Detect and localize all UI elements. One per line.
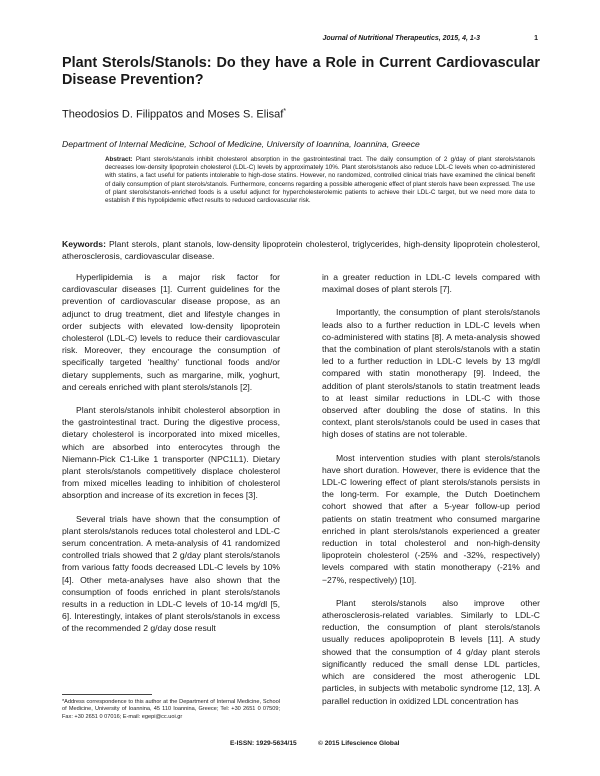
correspondence-footnote: *Address correspondence to this author at the Department of Internal Medicine, School of Medicine, University of Ioannina, 45 110 Ioannina, Greece; Tel: +30 2651 0 07509; Fax: +30 2651 0 07016; E-mail: egepi@cc.uoi.gr xyxy=(62,699,280,720)
keywords-label: Keywords: xyxy=(62,239,106,249)
page-number: 1 xyxy=(534,35,538,42)
issn: E-ISSN: 1929-5634/15 xyxy=(230,740,297,747)
paragraph: Several trials have shown that the consumption of plant sterols/stanols reduces total cholesterol and LDL-C serum concentration. A meta-analysis of 41 randomized controlled trials showed that 2 g/day plant sterols/stanols from various fatty foods decreased LDL-C levels by 10% [4]. Other meta-analyses have also shown that the consumption of foods enriched in plant sterols/stanols results in a reduction in LDL-C levels of 10-14 mg/dl [5, 6]. Interestingly, intakes of plant sterols/stanols in excess of the recommended 2 g/day dose result xyxy=(62,513,280,634)
paragraph: Plant sterols/stanols also improve other atherosclerosis-related variables. Similarly to LDL-C reduction, the consumption of plant sterols/stanols usually reduces apolipoprotein B levels [11]. A study showed that the consumption of 4 g/day plant sterols significantly reduced the small dense LDL particles, which are considered the most atherogenic LDL particles, in subjects with metabolic syndrome [12, 13]. A parallel reduction in oxidized LDL concentration has xyxy=(322,597,540,706)
abstract-label: Abstract: xyxy=(105,156,133,163)
keywords-text: Plant sterols, plant stanols, low-density lipoprotein cholesterol, triglycerides, high-density lipoprotein cholesterol, atherosclerosis, cardiovascular disease. xyxy=(62,239,540,261)
paragraph: Plant sterols/stanols inhibit cholesterol absorption in the gastrointestinal tract. During the digestive process, dietary cholesterol is incorporated into mixed micelles, which are absorbed into enterocytes through the Niemann-Pick C1-Like 1 transporter (NPC1L1). Dietary plant sterols/stanols competitively displace cholesterol from mixed micelles leading to inhibition of cholesterol absorption and increase of its excretion in feces [3]. xyxy=(62,405,280,501)
article-title: Plant Sterols/Stanols: Do they have a Role in Current Cardiovascular Disease Prevention? xyxy=(62,55,540,88)
abstract xyxy=(105,156,535,205)
right-column xyxy=(322,271,540,718)
journal-citation: Journal of Nutritional Therapeutics, 2015, 4, 1-3 xyxy=(322,35,480,42)
left-column xyxy=(62,271,280,646)
author-names: Theodosios D. Filippatos and Moses S. Elisaf xyxy=(62,108,284,121)
copyright: © 2015 Lifescience Global xyxy=(318,740,400,747)
affiliation: Department of Internal Medicine, School of Medicine, University of Ioannina, Ioannina, Greece xyxy=(62,139,420,149)
author-mark: * xyxy=(283,108,287,115)
paragraph: Most intervention studies with plant sterols/stanols have short duration. However, there is evidence that the LDL-C lowering effect of plant sterols/stanols persists in the long-term. For example, the Dutch Doetinchem cohort showed that after a 5-year follow-up period patients on statin treatment who consumed margarine enriched in plant sterols/stanols experienced a greater reduction in total cholesterol and non-high-density lipoprotein cholesterol (-25% and -32%, respectively) levels compared with statin monotherapy (-21% and −27%, respectively) [10]. xyxy=(322,452,540,585)
abstract-text: Plant sterols/stanols inhibit cholesterol absorption in the gastrointestinal tract. The daily consumption of 2 g/day of plant sterols/stanols decreases low-density lipoprotein cholesterol (LDL-C) levels by approximately 10%. Plant sterols/stanols also reduce LDL-C levels when co-administered with statins, a fact useful for patients intolerable to high-dose statins. However, no randomized, controlled clinical trials have examined the clinical benefit of daily consumption of plant sterols/stanols. Furthermore, concerns regarding a possible atherogenic effect of plant sterols have been expressed. The use of plant sterols/stanols-enriched foods is a useful adjunct for hypercholesterolemic patients to achieve their LDL-C target, but we need more data to establish if this hypolipidemic effect results to reduced cardiovascular risk. xyxy=(105,156,535,205)
footnote-rule xyxy=(62,694,152,695)
paragraph: in a greater reduction in LDL-C levels compared with maximal doses of plant sterols [7]. xyxy=(322,272,540,295)
paragraph: Hyperlipidemia is a major risk factor for cardiovascular diseases [1]. Current guidelines for the prevention of cardiovascular disease propose, as an adjunct to drug treatment, diet and lifestyle changes in order subjects with elevated low-density lipoprotein cholesterol (LDL-C) levels to reduce their cardiovascular risk. Moreover, they encourage the consumption of specifically targeted ‘healthy’ functional foods and/or dietary supplements, such as margarine, milk, yoghurt, and cereals enriched with plant sterols/stanols [2]. xyxy=(62,272,280,392)
paragraph: Importantly, the consumption of plant sterols/stanols leads also to a further reduction in LDL-C levels when co-administered with statins [8]. A meta-analysis showed that the combination of plant sterols/stanols with a statin led to a further reduction in LDL-C levels by 13 mg/dl compared with statin monotherapy [9]. Indeed, the addition of plant sterols/stanols to statin treatment leads to at least similar reductions in LDL-C with those observed after doubling the dose of statins. In this context, plant sterols/stanols could be used in cases that high doses of statins are not tolerable. xyxy=(322,307,540,440)
keywords xyxy=(62,238,540,262)
authors xyxy=(62,108,286,121)
